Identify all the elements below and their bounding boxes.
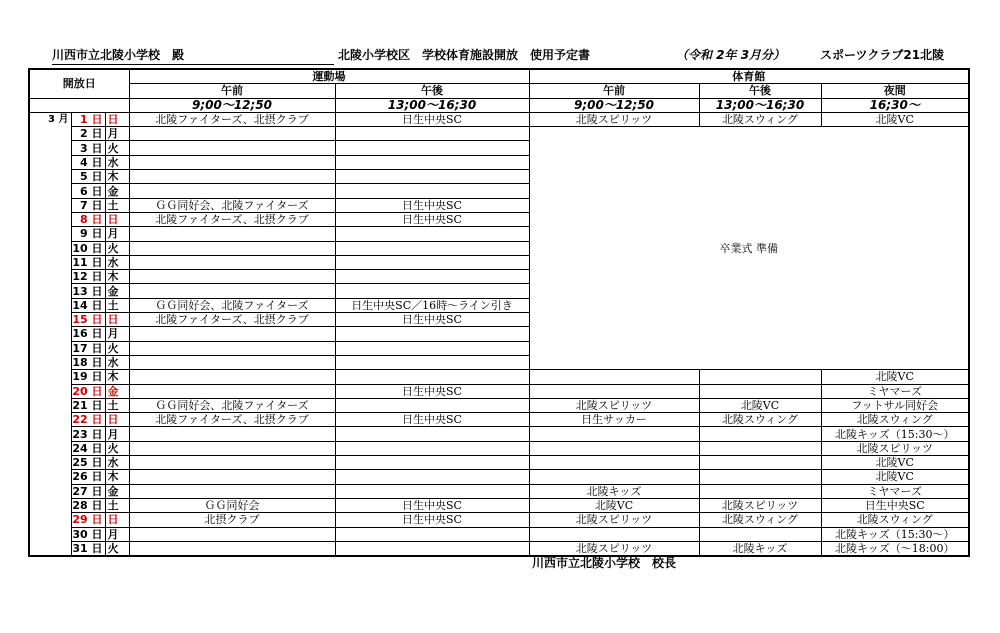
weekday-cell: 日 bbox=[105, 513, 129, 527]
ground-am-cell bbox=[129, 155, 335, 169]
gym-am-cell bbox=[529, 470, 699, 484]
day-cell: 4 日 bbox=[71, 155, 105, 169]
ground-pm-cell bbox=[335, 441, 529, 455]
weekday-cell: 月 bbox=[105, 127, 129, 141]
ground-am-cell bbox=[129, 355, 335, 369]
month-cell bbox=[29, 227, 71, 241]
weekday-cell: 金 bbox=[105, 384, 129, 398]
month-cell bbox=[29, 370, 71, 384]
gym-pm-time: 13;00～16;30 bbox=[699, 98, 821, 112]
gym-am-cell: 日生サッカー bbox=[529, 413, 699, 427]
month-cell bbox=[29, 341, 71, 355]
document-header bbox=[0, 46, 1000, 66]
ground-am-cell bbox=[129, 541, 335, 556]
ground-pm-cell bbox=[335, 255, 529, 269]
gym-header: 体育館 bbox=[529, 69, 969, 84]
weekday-cell: 火 bbox=[105, 541, 129, 556]
month-cell bbox=[29, 427, 71, 441]
month-cell bbox=[29, 541, 71, 556]
weekday-cell: 木 bbox=[105, 470, 129, 484]
weekday-cell: 木 bbox=[105, 170, 129, 184]
weekday-cell: 月 bbox=[105, 227, 129, 241]
weekday-cell: 土 bbox=[105, 398, 129, 412]
day-cell: 5 日 bbox=[71, 170, 105, 184]
ground-am-cell: 北陵ファイターズ、北摂クラブ bbox=[129, 313, 335, 327]
gym-night-cell: 北陵VC bbox=[821, 112, 969, 126]
addressee: 川西市立北陵小学校 殿 bbox=[52, 46, 334, 65]
day-cell: 30 日 bbox=[71, 527, 105, 541]
table-row bbox=[29, 527, 969, 541]
table-row bbox=[29, 427, 969, 441]
ground-pm-cell bbox=[335, 527, 529, 541]
gym-pm-cell bbox=[699, 456, 821, 470]
day-cell: 22 日 bbox=[71, 413, 105, 427]
table-row bbox=[29, 484, 969, 498]
ground-pm-cell: 日生中央SC bbox=[335, 384, 529, 398]
table-row bbox=[29, 441, 969, 455]
ground-pm-cell: 日生中央SC bbox=[335, 198, 529, 212]
month-cell bbox=[29, 198, 71, 212]
ground-am-cell bbox=[129, 384, 335, 398]
month-cell bbox=[29, 212, 71, 226]
ground-am-cell: 北摂クラブ bbox=[129, 513, 335, 527]
open-day-header: 開放日 bbox=[29, 69, 129, 98]
gym-am-cell: 北陵スピリッツ bbox=[529, 398, 699, 412]
ground-pm-cell bbox=[335, 484, 529, 498]
table-row bbox=[29, 541, 969, 556]
day-cell: 6 日 bbox=[71, 184, 105, 198]
ground-am-cell: 北陵ファイターズ、北摂クラブ bbox=[129, 112, 335, 126]
time-blank bbox=[29, 98, 129, 112]
gym-am-cell: 北陵VC bbox=[529, 498, 699, 512]
ground-pm-cell bbox=[335, 227, 529, 241]
gym-night-header: 夜間 bbox=[821, 84, 969, 98]
day-cell: 18 日 bbox=[71, 355, 105, 369]
gym-night-cell: 北陵VC bbox=[821, 470, 969, 484]
ground-am-cell bbox=[129, 141, 335, 155]
weekday-cell: 火 bbox=[105, 141, 129, 155]
month-cell bbox=[29, 398, 71, 412]
document-title: 北陵小学校区 学校体育施設開放 使用予定書 bbox=[338, 48, 591, 62]
ground-am-cell bbox=[129, 270, 335, 284]
ground-pm-time: 13;00～16;30 bbox=[335, 98, 529, 112]
club-name: スポーツクラブ21北陵 bbox=[820, 48, 945, 62]
day-cell: 13 日 bbox=[71, 284, 105, 298]
weekday-cell: 水 bbox=[105, 456, 129, 470]
gym-am-cell bbox=[529, 441, 699, 455]
weekday-cell: 月 bbox=[105, 527, 129, 541]
ground-am-header: 午前 bbox=[129, 84, 335, 98]
month-cell bbox=[29, 313, 71, 327]
weekday-cell: 水 bbox=[105, 255, 129, 269]
gym-pm-cell: 北陵スウィング bbox=[699, 513, 821, 527]
ground-pm-cell: 日生中央SC bbox=[335, 498, 529, 512]
month-cell: 3 月 bbox=[29, 112, 71, 126]
ground-am-cell bbox=[129, 441, 335, 455]
gym-night-cell: 北陵VC bbox=[821, 370, 969, 384]
month-cell bbox=[29, 155, 71, 169]
weekday-cell: 水 bbox=[105, 355, 129, 369]
weekday-cell: 日 bbox=[105, 112, 129, 126]
ground-pm-cell bbox=[335, 427, 529, 441]
schedule-body bbox=[29, 112, 969, 556]
ground-am-time: 9;00～12;50 bbox=[129, 98, 335, 112]
ground-pm-cell bbox=[335, 370, 529, 384]
gym-am-cell: 北陵スピリッツ bbox=[529, 112, 699, 126]
gym-night-cell: 北陵スウィング bbox=[821, 413, 969, 427]
ground-am-cell bbox=[129, 370, 335, 384]
gym-pm-cell bbox=[699, 527, 821, 541]
ground-am-cell bbox=[129, 255, 335, 269]
gym-night-cell: 北陵キッズ（15:30～） bbox=[821, 427, 969, 441]
table-row bbox=[29, 456, 969, 470]
day-cell: 15 日 bbox=[71, 313, 105, 327]
ground-pm-cell bbox=[335, 184, 529, 198]
ground-pm-cell bbox=[335, 398, 529, 412]
table-row bbox=[29, 398, 969, 412]
weekday-cell: 火 bbox=[105, 241, 129, 255]
month-cell bbox=[29, 127, 71, 141]
ground-pm-cell bbox=[335, 155, 529, 169]
weekday-cell: 月 bbox=[105, 427, 129, 441]
ground-pm-cell: 日生中央SC／16時～ライン引き bbox=[335, 298, 529, 312]
ground-am-cell bbox=[129, 227, 335, 241]
day-cell: 7 日 bbox=[71, 198, 105, 212]
weekday-cell: 土 bbox=[105, 298, 129, 312]
ground-pm-cell bbox=[335, 127, 529, 141]
month-cell bbox=[29, 184, 71, 198]
ground-pm-cell: 日生中央SC bbox=[335, 212, 529, 226]
month-cell bbox=[29, 498, 71, 512]
month-cell bbox=[29, 270, 71, 284]
ground-am-cell bbox=[129, 427, 335, 441]
month-cell bbox=[29, 384, 71, 398]
day-cell: 23 日 bbox=[71, 427, 105, 441]
ground-am-cell: ＧＧ同好会、北陵ファイターズ bbox=[129, 298, 335, 312]
gym-night-cell: 北陵キッズ（15:30～） bbox=[821, 527, 969, 541]
table-row bbox=[29, 370, 969, 384]
gym-am-cell bbox=[529, 384, 699, 398]
weekday-cell: 木 bbox=[105, 270, 129, 284]
day-cell: 1 日 bbox=[71, 112, 105, 126]
ground-am-cell: 北陵ファイターズ、北摂クラブ bbox=[129, 413, 335, 427]
month-cell bbox=[29, 241, 71, 255]
gym-pm-cell: 北陵VC bbox=[699, 398, 821, 412]
weekday-cell: 日 bbox=[105, 313, 129, 327]
month-cell bbox=[29, 513, 71, 527]
weekday-cell: 月 bbox=[105, 327, 129, 341]
ground-am-cell: ＧＧ同好会、北陵ファイターズ bbox=[129, 398, 335, 412]
weekday-cell: 金 bbox=[105, 184, 129, 198]
gym-am-cell: 北陵キッズ bbox=[529, 484, 699, 498]
gym-am-time: 9;00～12;50 bbox=[529, 98, 699, 112]
month-cell bbox=[29, 441, 71, 455]
day-cell: 28 日 bbox=[71, 498, 105, 512]
weekday-cell: 土 bbox=[105, 498, 129, 512]
ground-am-cell bbox=[129, 327, 335, 341]
ground-am-cell bbox=[129, 484, 335, 498]
month-cell bbox=[29, 141, 71, 155]
ground-pm-cell bbox=[335, 541, 529, 556]
table-row bbox=[29, 384, 969, 398]
gym-night-cell: ミヤマーズ bbox=[821, 484, 969, 498]
ground-am-cell bbox=[129, 284, 335, 298]
table-row bbox=[29, 112, 969, 126]
ground-pm-cell bbox=[335, 270, 529, 284]
gym-am-cell bbox=[529, 527, 699, 541]
table-row bbox=[29, 513, 969, 527]
ground-am-cell bbox=[129, 170, 335, 184]
gym-am-cell bbox=[529, 456, 699, 470]
month-cell bbox=[29, 355, 71, 369]
gym-am-cell bbox=[529, 370, 699, 384]
ground-am-cell bbox=[129, 241, 335, 255]
weekday-cell: 金 bbox=[105, 284, 129, 298]
month-cell bbox=[29, 456, 71, 470]
day-cell: 31 日 bbox=[71, 541, 105, 556]
gym-night-cell: ミヤマーズ bbox=[821, 384, 969, 398]
gym-night-cell: 北陵スウィング bbox=[821, 513, 969, 527]
day-cell: 26 日 bbox=[71, 470, 105, 484]
table-row bbox=[29, 470, 969, 484]
ground-am-cell: ＧＧ同好会 bbox=[129, 498, 335, 512]
day-cell: 2 日 bbox=[71, 127, 105, 141]
month-cell bbox=[29, 298, 71, 312]
day-cell: 19 日 bbox=[71, 370, 105, 384]
ground-am-cell bbox=[129, 456, 335, 470]
ground-pm-cell bbox=[335, 470, 529, 484]
ground-am-cell: 北陵ファイターズ、北摂クラブ bbox=[129, 212, 335, 226]
month-cell bbox=[29, 284, 71, 298]
gym-pm-header: 午後 bbox=[699, 84, 821, 98]
ground-pm-cell: 日生中央SC bbox=[335, 112, 529, 126]
day-cell: 12 日 bbox=[71, 270, 105, 284]
month-cell bbox=[29, 170, 71, 184]
gym-am-header: 午前 bbox=[529, 84, 699, 98]
ground-header: 運動場 bbox=[129, 69, 529, 84]
ground-pm-cell bbox=[335, 141, 529, 155]
period-label: （令和 2年 3月分） bbox=[676, 48, 786, 62]
month-cell bbox=[29, 484, 71, 498]
table-row bbox=[29, 127, 969, 141]
schedule-table bbox=[28, 68, 970, 557]
ground-pm-header: 午後 bbox=[335, 84, 529, 98]
gym-pm-cell: 北陵スウィング bbox=[699, 413, 821, 427]
month-cell bbox=[29, 255, 71, 269]
gym-merged-cell: 卒業式 準備 bbox=[529, 127, 969, 370]
day-cell: 8 日 bbox=[71, 212, 105, 226]
day-cell: 9 日 bbox=[71, 227, 105, 241]
day-cell: 27 日 bbox=[71, 484, 105, 498]
day-cell: 21 日 bbox=[71, 398, 105, 412]
gym-pm-cell bbox=[699, 384, 821, 398]
ground-am-cell bbox=[129, 127, 335, 141]
day-cell: 29 日 bbox=[71, 513, 105, 527]
gym-night-cell: 北陵キッズ（～18:00） bbox=[821, 541, 969, 556]
gym-am-cell: 北陵スピリッツ bbox=[529, 513, 699, 527]
gym-pm-cell bbox=[699, 470, 821, 484]
day-cell: 16 日 bbox=[71, 327, 105, 341]
weekday-cell: 火 bbox=[105, 441, 129, 455]
weekday-cell: 金 bbox=[105, 484, 129, 498]
month-cell bbox=[29, 470, 71, 484]
gym-pm-cell: 北陵スウィング bbox=[699, 112, 821, 126]
principal-signature: 川西市立北陵小学校 校長 bbox=[532, 556, 677, 570]
gym-night-cell: フットサル同好会 bbox=[821, 398, 969, 412]
day-cell: 14 日 bbox=[71, 298, 105, 312]
day-cell: 25 日 bbox=[71, 456, 105, 470]
month-cell bbox=[29, 327, 71, 341]
gym-night-cell: 北陵スピリッツ bbox=[821, 441, 969, 455]
gym-pm-cell bbox=[699, 484, 821, 498]
weekday-cell: 木 bbox=[105, 370, 129, 384]
ground-pm-cell: 日生中央SC bbox=[335, 413, 529, 427]
ground-pm-cell bbox=[335, 241, 529, 255]
day-cell: 17 日 bbox=[71, 341, 105, 355]
weekday-cell: 火 bbox=[105, 341, 129, 355]
ground-pm-cell bbox=[335, 341, 529, 355]
ground-pm-cell: 日生中央SC bbox=[335, 513, 529, 527]
day-cell: 11 日 bbox=[71, 255, 105, 269]
table-row bbox=[29, 498, 969, 512]
gym-pm-cell: 北陵スピリッツ bbox=[699, 498, 821, 512]
day-cell: 3 日 bbox=[71, 141, 105, 155]
month-cell bbox=[29, 527, 71, 541]
gym-night-cell: 日生中央SC bbox=[821, 498, 969, 512]
gym-pm-cell bbox=[699, 370, 821, 384]
ground-am-cell bbox=[129, 470, 335, 484]
gym-pm-cell bbox=[699, 427, 821, 441]
ground-am-cell bbox=[129, 527, 335, 541]
weekday-cell: 日 bbox=[105, 413, 129, 427]
gym-am-cell bbox=[529, 427, 699, 441]
gym-pm-cell: 北陵キッズ bbox=[699, 541, 821, 556]
ground-am-cell: ＧＧ同好会、北陵ファイターズ bbox=[129, 198, 335, 212]
ground-pm-cell bbox=[335, 170, 529, 184]
ground-pm-cell bbox=[335, 355, 529, 369]
gym-am-cell: 北陵スピリッツ bbox=[529, 541, 699, 556]
day-cell: 24 日 bbox=[71, 441, 105, 455]
weekday-cell: 日 bbox=[105, 212, 129, 226]
ground-am-cell bbox=[129, 341, 335, 355]
gym-night-time: 16;30～ bbox=[821, 98, 969, 112]
ground-am-cell bbox=[129, 184, 335, 198]
ground-pm-cell bbox=[335, 327, 529, 341]
day-cell: 20 日 bbox=[71, 384, 105, 398]
weekday-cell: 土 bbox=[105, 198, 129, 212]
table-row bbox=[29, 413, 969, 427]
gym-night-cell: 北陵VC bbox=[821, 456, 969, 470]
ground-pm-cell: 日生中央SC bbox=[335, 313, 529, 327]
day-cell: 10 日 bbox=[71, 241, 105, 255]
gym-pm-cell bbox=[699, 441, 821, 455]
month-cell bbox=[29, 413, 71, 427]
ground-pm-cell bbox=[335, 456, 529, 470]
weekday-cell: 水 bbox=[105, 155, 129, 169]
ground-pm-cell bbox=[335, 284, 529, 298]
